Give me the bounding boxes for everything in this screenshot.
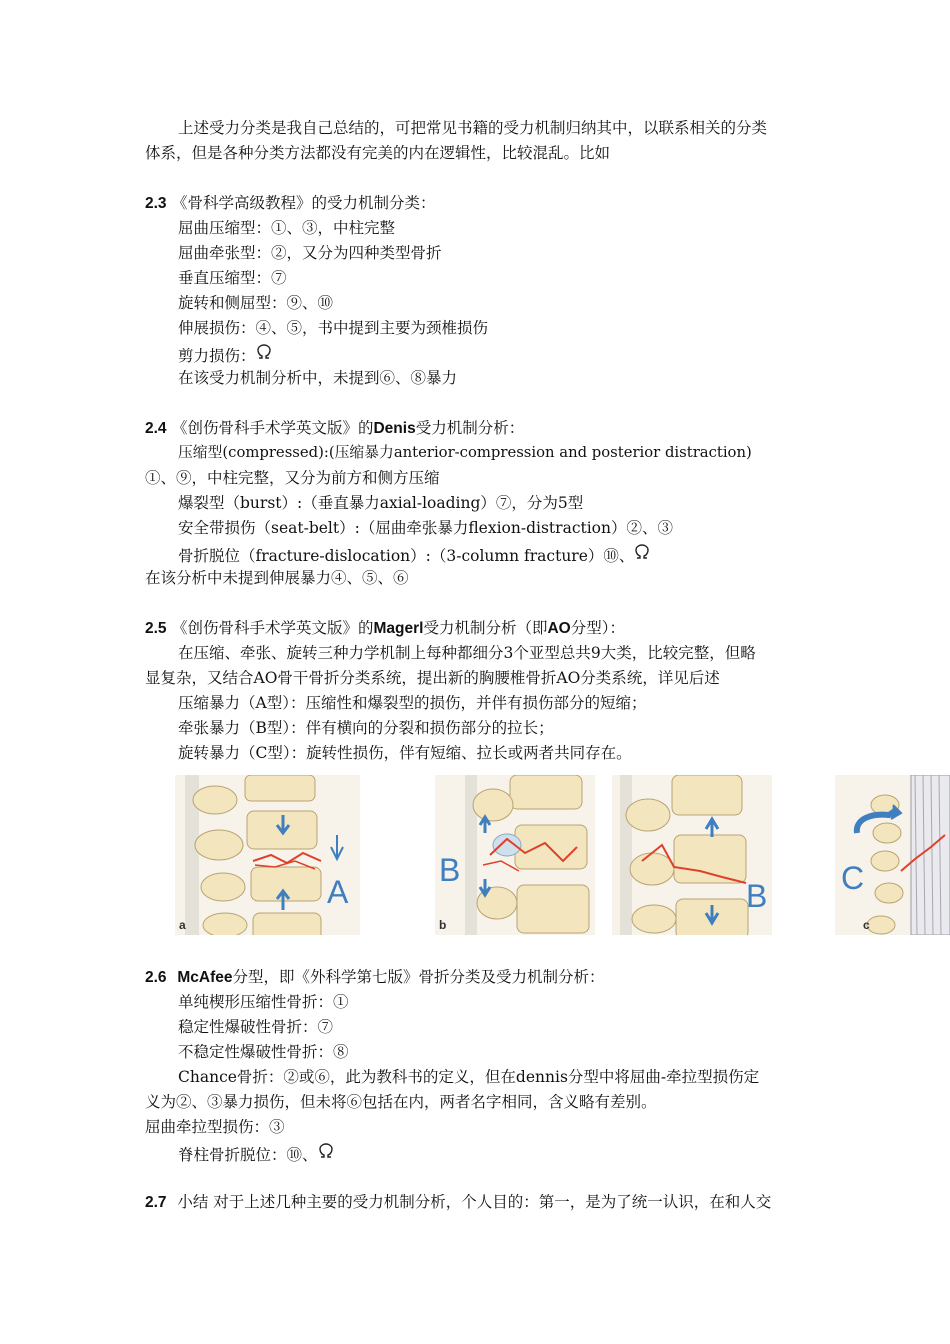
s24-line-1: 压缩型(compressed):(压缩暴力anterior-compression and posterior distraction) — [178, 444, 752, 461]
s25-line-1: 在压缩、牵张、旋转三种力学机制上每种都细分3个亚型总共9大类，比较完整，但略 — [178, 644, 756, 662]
s23-item-1: 屈曲压缩型：①、③，中柱完整 — [178, 219, 396, 237]
s25-line-3: 压缩暴力（A型）：压缩性和爆裂型的损伤，并伴有损伤部分的短缩； — [178, 694, 647, 712]
letter-a-label: A — [327, 874, 349, 910]
s23-item-4: 旋转和侧屈型：⑨、⑩ — [178, 294, 334, 312]
intro-line-2: 体系，但是各种分类方法都没有完美的内在逻辑性，比较混乱。比如 — [145, 144, 611, 162]
letter-b-label: B — [439, 852, 461, 888]
s26-line-4: Chance骨折：②或⑥，此为教科书的定义，但在dennis分型中将屈曲-牵拉型损伤定 — [178, 1068, 760, 1086]
figure-panel-c — [835, 775, 950, 935]
s24-line-3: 爆裂型（burst）:（垂直暴力axial-loading）⑦，分为5型 — [178, 494, 584, 512]
s24-line-4: 安全带损伤（seat-belt）:（屈曲牵张暴力flexion-distraction）②、③ — [178, 519, 673, 537]
s25-line-5: 旋转暴力（C型）：旋转性损伤，伴有短缩、拉长或两者共同存在。 — [178, 744, 632, 762]
omega-symbol-icon — [634, 543, 650, 561]
omega-symbol-icon — [318, 1142, 334, 1160]
s23-item-7: 在该受力机制分析中，未提到⑥、⑧暴力 — [178, 369, 458, 387]
s24-line-6: 在该分析中未提到伸展暴力④、⑤、⑥ — [145, 569, 409, 587]
section-title: 《骨科学高级教程》的受力机制分类： — [171, 194, 436, 212]
figure-panel-b1 — [435, 775, 595, 935]
omega-symbol-icon — [256, 343, 272, 361]
s24-line-5: 骨折脱位（fracture-dislocation）:（3-column fracture）⑩、 — [178, 543, 650, 566]
section-2-3-heading — [145, 193, 435, 214]
s23-item-5: 伸展损伤：④、⑤，书中提到主要为颈椎损伤 — [178, 319, 489, 337]
letter-c-label: C — [841, 860, 865, 896]
panel-b-label: b — [439, 918, 447, 932]
panel-c-label: c — [863, 918, 870, 932]
section-2-4-heading: 2.4 《创伤骨科手术学英文版》的Denis受力机制分析： — [145, 419, 525, 437]
s23-item-6: 剪力损伤： — [178, 343, 272, 366]
s26-line-2: 稳定性爆破性骨折：⑦ — [178, 1018, 334, 1036]
s25-line-2: 显复杂，又结合AO骨干骨折分类系统，提出新的胸腰椎骨折AO分类系统，详见后述 — [145, 669, 720, 687]
section-2-7-heading: 2.7 小结 对于上述几种主要的受力机制分析，个人目的：第一，是为了统一认识，在和人交 — [145, 1193, 772, 1211]
s23-item-3: 垂直压缩型：⑦ — [178, 269, 287, 287]
s26-line-7: 脊柱骨折脱位：⑩、 — [178, 1142, 334, 1165]
panel-a-label: a — [179, 918, 186, 932]
s25-line-4: 牵张暴力（B型）：伴有横向的分裂和损伤部分的拉长； — [178, 719, 554, 737]
s26-line-1: 单纯楔形压缩性骨折：① — [178, 993, 349, 1011]
figure-panel-a — [175, 775, 360, 935]
intro-line-1: 上述受力分类是我自己总结的，可把常见书籍的受力机制归纳其中，以联系相关的分类 — [178, 119, 768, 137]
section-2-6-heading: 2.6 McAfee分型，即《外科学第七版》骨折分类及受力机制分析： — [145, 968, 605, 986]
s23-item-2: 屈曲牵张型：②，又分为四种类型骨折 — [178, 244, 442, 262]
s24-line-2: ①、⑨，中柱完整，又分为前方和侧方压缩 — [145, 469, 440, 487]
s26-line-3: 不稳定性爆破性骨折：⑧ — [178, 1043, 349, 1061]
s26-line-5: 义为②、③暴力损伤，但未将⑥包括在内，两者名字相同，含义略有差别。 — [145, 1093, 657, 1111]
s26-line-6: 屈曲牵拉型损伤：③ — [145, 1118, 285, 1136]
section-2-5-heading: 2.5 《创伤骨科手术学英文版》的Magerl受力机制分析（即AO分型）： — [145, 619, 625, 637]
figure-panel-b2 — [612, 775, 772, 935]
section-number: 2.3 — [145, 195, 167, 212]
letter-b2-label: B — [746, 878, 768, 914]
